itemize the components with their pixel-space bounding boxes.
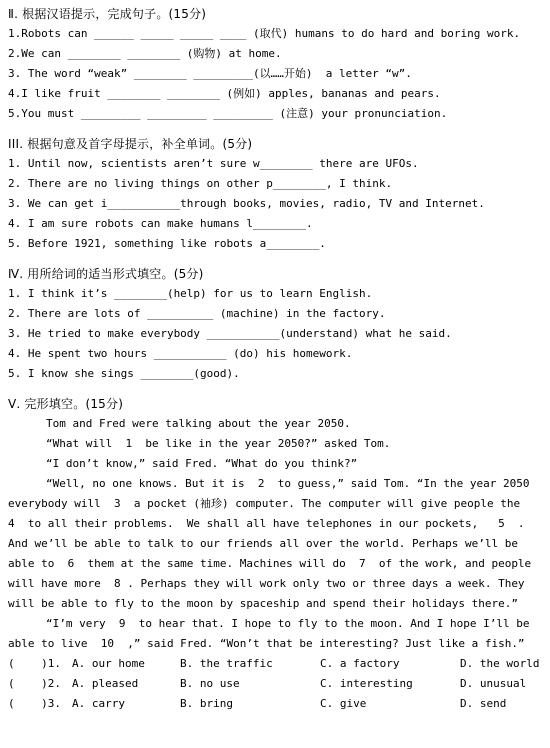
passage-line-5: everybody will 3 a pocket (袖珍) computer. The computer will give people the: [8, 497, 521, 510]
choice-number: ( )3.: [8, 697, 61, 710]
s4-item-4: 4. He spent two hours ___________ (do) his homework.: [8, 347, 353, 360]
passage-line-3: “I don’t know,” said Fred. “What do you think?”: [46, 457, 358, 470]
choice-number: ( )2.: [8, 677, 61, 690]
passage-line-2: “What will 1 be like in the year 2050?” asked Tom.: [46, 437, 391, 450]
passage-line-6: 4 to all their problems. We shall all have telephones in our pockets, 5 .: [8, 517, 525, 530]
passage-line-1: Tom and Fred were talking about the year 2050.: [46, 417, 351, 430]
choice-b: B. the traffic: [180, 657, 273, 670]
s4-item-2: 2. There are lots of __________ (machine) in the factory.: [8, 307, 386, 320]
s3-item-2: 2. There are no living things on other p________, I think.: [8, 177, 393, 190]
choice-row-2: [8, 674, 548, 694]
section-5-heading: Ⅴ. 完形填空。(15分): [8, 397, 124, 411]
s2-item-4: 4.I like fruit ________ ________ (例如) apples, bananas and pears.: [8, 87, 441, 100]
choice-a: A. our home: [72, 657, 145, 670]
spacer: [8, 254, 548, 264]
spacer: [8, 384, 548, 394]
s2-item-3: 3. The word “weak” ________ _________(以……开始) a letter “w”.: [8, 67, 412, 80]
passage-line-7: And we’ll be able to talk to our friends all over the world. Perhaps we’ll be: [8, 537, 518, 550]
passage-line-11: “I’m very 9 to hear that. I hope to fly to the moon. And I hope I’ll be: [46, 617, 530, 630]
s3-item-3: 3. We can get i___________through books, movies, radio, TV and Internet.: [8, 197, 485, 210]
worksheet: [8, 4, 548, 714]
passage-line-12: able to live 10 ,” said Fred. “Won’t that be interesting? Just like a fish.”: [8, 637, 525, 650]
s2-item-2: 2.We can ________ ________ (购物) at home.: [8, 47, 282, 60]
passage-line-4: “Well, no one knows. But it is 2 to guess,” said Tom. “In the year 2050: [46, 477, 530, 490]
choice-a: A. carry: [72, 697, 125, 710]
s3-item-5: 5. Before 1921, something like robots a________.: [8, 237, 326, 250]
s2-item-5: 5.You must _________ _________ _________ (注意) your pronunciation.: [8, 107, 448, 120]
choice-c: C. give: [320, 697, 367, 710]
choice-d: D. the world: [460, 657, 540, 670]
s3-item-1: 1. Until now, scientists aren’t sure w________ there are UFOs.: [8, 157, 419, 170]
choice-b: B. no use: [180, 677, 240, 690]
spacer: [8, 124, 548, 134]
section-3-heading: III. 根据句意及首字母提示，补全单词。(5分): [8, 137, 253, 151]
choice-d: D. send: [460, 697, 507, 710]
choice-c: C. interesting: [320, 677, 413, 690]
passage-line-8: able to 6 them at the same time. Machines will do 7 of the work, and people: [8, 557, 532, 570]
choice-row-3: [8, 694, 548, 714]
choice-row-1: [8, 654, 548, 674]
choice-a: A. pleased: [72, 677, 139, 690]
passage-line-10: will be able to fly to the moon by spaceship and spend their holidays there.”: [8, 597, 518, 610]
s3-item-4: 4. I am sure robots can make humans l________.: [8, 217, 313, 230]
choice-b: B. bring: [180, 697, 233, 710]
s4-item-5: 5. I know she sings ________(good).: [8, 367, 240, 380]
section-2-heading: Ⅱ. 根据汉语提示，完成句子。(15分): [8, 7, 207, 21]
choice-number: ( )1.: [8, 657, 61, 670]
s4-item-1: 1. I think it’s ________(help) for us to learn English.: [8, 287, 373, 300]
passage-line-9: will have more 8 . Perhaps they will work only two or three days a week. They: [8, 577, 525, 590]
choice-c: C. a factory: [320, 657, 400, 670]
choice-d: D. unusual: [460, 677, 527, 690]
s2-item-1: 1.Robots can ______ _____ _____ ____ (取代) humans to do hard and boring work.: [8, 27, 521, 40]
s4-item-3: 3. He tried to make everybody ___________(understand) what he said.: [8, 327, 452, 340]
section-4-heading: Ⅳ. 用所给词的适当形式填空。(5分): [8, 267, 204, 281]
